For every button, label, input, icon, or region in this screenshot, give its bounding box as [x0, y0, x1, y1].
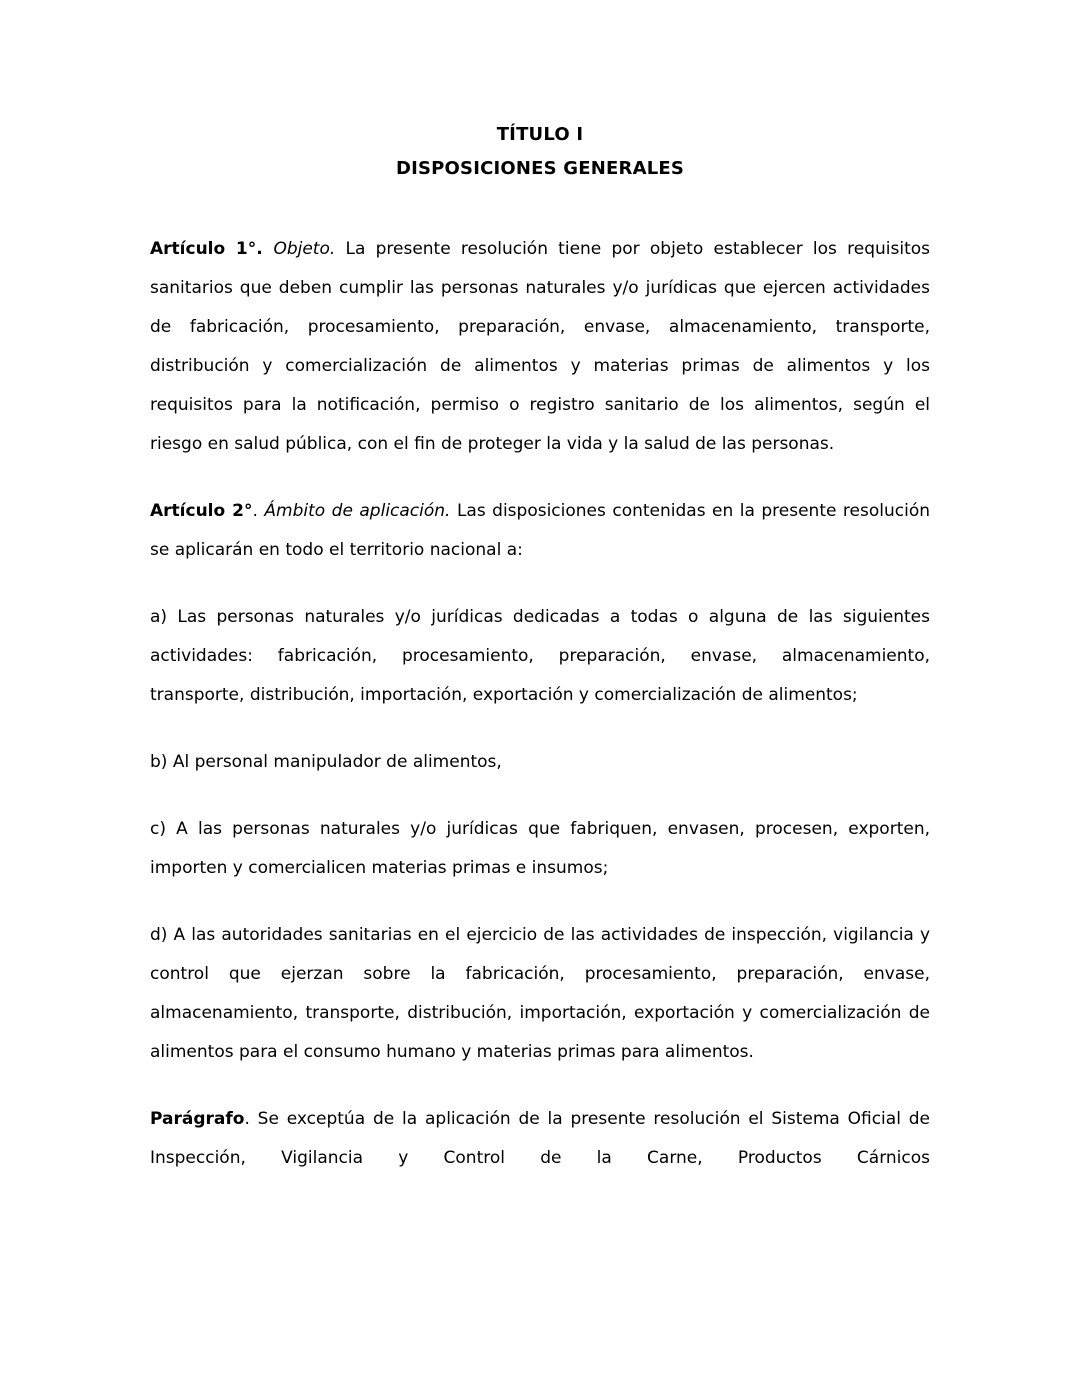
doc-title: TÍTULO I	[496, 124, 584, 145]
articulo-2-label: Artículo 2°	[150, 501, 253, 521]
list-item-d: d) A las autoridades sanitarias en el ejercicio de las actividades de inspección, vigilancia y control que ejerzan sobre la fabricación, procesamiento, preparación, envase, almacenamiento, transporte, distribución, importación, exportación y comercialización de alimentos para el consumo humano y materias primas para alimentos.	[150, 925, 930, 1062]
articulo-1-label: Artículo 1°.	[150, 239, 274, 259]
doc-subtitle: DISPOSICIONES GENERALES	[395, 158, 685, 179]
paragrafo-body: . Se exceptúa de la aplicación de la presente resolución el Sistema Oficial de Inspección, Vigilancia y Control de la Carne, Productos Cárnicos	[150, 1109, 930, 1168]
paragrafo-label: Parágrafo	[150, 1109, 245, 1129]
title-block	[150, 118, 930, 186]
articulo-1-subject: Objeto.	[273, 239, 346, 259]
articulo-2-subject: Ámbito de aplicación.	[264, 501, 457, 521]
articulo-2-separator: .	[252, 501, 265, 521]
articulo-1-body: La presente resolución tiene por objeto establecer los requisitos sanitarios que deben cumplir las personas naturales y/o jurídicas que ejercen actividades de fabricación, procesamiento, preparación, envase, almacenamiento, transporte, distribución y comercialización de alimentos y materias primas de alimentos y los requisitos para la notificación, permiso o registro sanitario de los alimentos, según el riesgo en salud pública, con el fin de proteger la vida y la salud de las personas.	[150, 239, 930, 454]
list-item-b: b) Al personal manipulador de alimentos,	[150, 752, 502, 772]
list-item-a: a) Las personas naturales y/o jurídicas dedicadas a todas o alguna de las siguientes actividades: fabricación, procesamiento, preparación, envase, almacenamiento, transporte, distribución, importación, exportación y comercialización de alimentos;	[150, 607, 930, 705]
list-item-c: c) A las personas naturales y/o jurídicas que fabriquen, envasen, procesen, exporten, importen y comercialicen materias primas e insumos;	[150, 819, 930, 878]
articulo-2-body: Las disposiciones contenidas en la presente resolución se aplicarán en todo el territorio nacional a:	[150, 501, 930, 560]
paragraph-articulo-1	[150, 230, 930, 464]
paragraph-paragrafo	[150, 1100, 930, 1178]
paragraph-articulo-2	[150, 492, 930, 570]
